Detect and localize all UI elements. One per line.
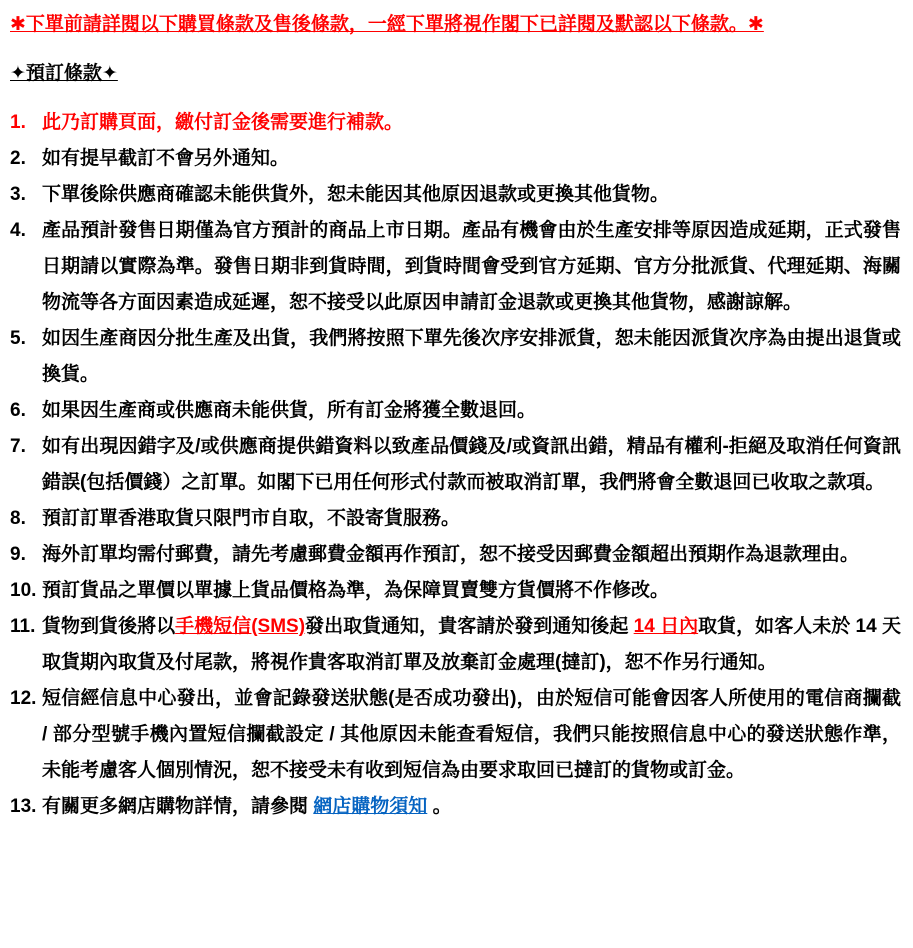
- term-item: [10, 573, 901, 609]
- term-text-segment: 短信經信息中心發出，並會記錄發送狀態(是否成功發出)，由於短信可能會因客人所使用的電信商攔截 / 部分型號手機內置短信攔截設定 / 其他原因未能查看短信，我們只能按照信息中心的發送狀態作準，未能考慮客人個別情況，恕不接受未有收到短信為由要求取回已撻訂的貨物或訂金。: [42, 688, 901, 781]
- sms-highlight: 手機短信(SMS): [175, 616, 306, 637]
- term-text-segment: 有關更多網店購物詳情，請參閱: [42, 796, 314, 817]
- term-text: [42, 501, 901, 537]
- term-text: [42, 105, 901, 141]
- term-text: [42, 537, 901, 573]
- term-item: [10, 609, 901, 681]
- term-number: 1.: [10, 112, 26, 133]
- term-text: [42, 429, 901, 501]
- term-text-segment: 貨物到貨後將以: [42, 616, 176, 637]
- term-number: 3.: [10, 184, 26, 205]
- term-number: 10.: [10, 580, 37, 601]
- term-item: [10, 501, 901, 537]
- term-item: [10, 177, 901, 213]
- term-number: 9.: [10, 544, 26, 565]
- term-item: [10, 105, 901, 141]
- term-number: 5.: [10, 328, 26, 349]
- pickup-deadline-highlight: 14 日內: [633, 616, 699, 637]
- term-text: [42, 321, 901, 393]
- term-number: 11.: [10, 616, 36, 637]
- term-text-segment: 如有提早截訂不會另外通知。: [42, 148, 290, 169]
- term-number: 2.: [10, 148, 26, 169]
- term-text: [42, 789, 901, 825]
- term-text-segment: 預訂訂單香港取貨只限門市自取，不設寄貨服務。: [42, 508, 461, 529]
- term-item: [10, 321, 901, 393]
- term-text-segment: 下單後除供應商確認未能供貨外，恕未能因其他原因退款或更換其他貨物。: [42, 184, 670, 205]
- term-text-segment: 。: [427, 796, 452, 817]
- term-text-segment: 預訂貨品之單價以單據上貨品價格為準，為保障買賣雙方貨價將不作修改。: [42, 580, 670, 601]
- term-text-segment: 發出取貨通知，貴客請於發到通知後起: [305, 616, 634, 637]
- term-text: [42, 609, 901, 681]
- term-number: 12.: [10, 688, 37, 709]
- term-text: [42, 213, 901, 321]
- term-item: [10, 393, 901, 429]
- term-text: [42, 141, 901, 177]
- term-item: [10, 429, 901, 501]
- term-number: 4.: [10, 220, 26, 241]
- terms-list: [10, 105, 901, 825]
- term-number: 6.: [10, 400, 26, 421]
- term-text-segment: 海外訂單均需付郵費，請先考慮郵費金額再作預訂，恕不接受因郵費金額超出預期作為退款理由。: [42, 544, 860, 565]
- term-text-segment: 此乃訂購頁面，繳付訂金後需要進行補款。: [42, 112, 404, 133]
- section-header: ✦預訂條款✦: [10, 63, 118, 84]
- term-number: 13.: [10, 796, 37, 817]
- term-text-segment: 如有出現因錯字及/或供應商提供錯資料以致產品價錢及/或資訊出錯，精品有權利-拒絕及取消任何資訊錯誤(包括價錢）之訂單。如閣下已用任何形式付款而被取消訂單，我們將會全數退回已收取之款項。: [42, 436, 901, 493]
- term-item: [10, 213, 901, 321]
- term-text-segment: 取貨，如客人未於 14 天取貨期內取貨及付尾款，將視作貴客取消訂單及放棄訂金處理(撻訂)，恕不作另行通知。: [42, 616, 901, 673]
- term-text: [42, 177, 901, 213]
- term-item: [10, 681, 901, 789]
- term-number: 8.: [10, 508, 26, 529]
- term-text: [42, 393, 901, 429]
- term-text-segment: 產品預計發售日期僅為官方預計的商品上市日期。產品有機會由於生產安排等原因造成延期，正式發售日期請以實際為準。發售日期非到貨時間，到貨時間會受到官方延期、官方分批派貨、代理延期、海關物流等各方面因素造成延遲，恕不接受以此原因申請訂金退款或更換其他貨物，感謝諒解。: [42, 220, 901, 313]
- term-item: [10, 789, 901, 825]
- term-text-segment: 如因生產商因分批生產及出貨，我們將按照下單先後次序安排派貨，恕未能因派貨次序為由提出退貨或換貨。: [42, 328, 901, 385]
- term-text: [42, 573, 901, 609]
- term-number: 7.: [10, 436, 26, 457]
- term-item: [10, 537, 901, 573]
- term-text: [42, 681, 901, 789]
- term-item: [10, 141, 901, 177]
- page-title: ✱下單前請詳閱以下購買條款及售後條款，一經下單將視作閣下已詳閱及默認以下條款。✱: [10, 14, 764, 35]
- store-shopping-notice-link[interactable]: 網店購物須知: [313, 796, 428, 817]
- term-text-segment: 如果因生產商或供應商未能供貨，所有訂金將獲全數退回。: [42, 400, 537, 421]
